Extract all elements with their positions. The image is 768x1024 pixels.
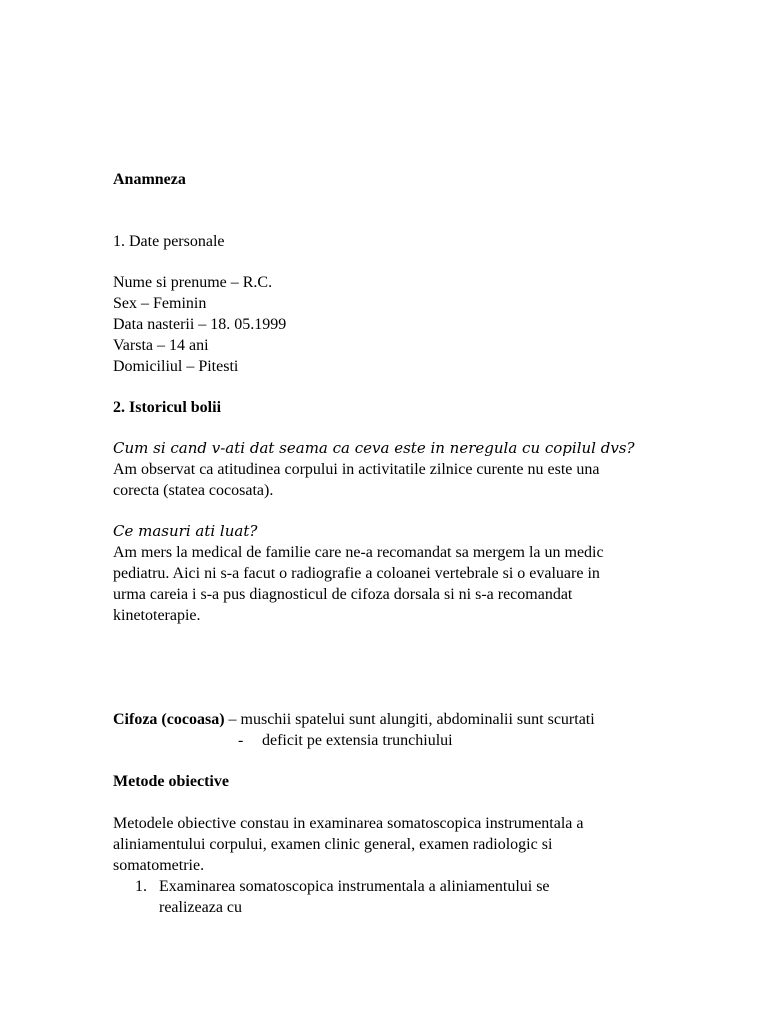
cifoza-definition: [113, 709, 595, 730]
field-data-nasterii: Data nasterii – 18. 05.1999: [113, 316, 287, 333]
section-heading-metode-obiective: Metode obiective: [113, 773, 229, 790]
numbered-list-item-1: [135, 876, 550, 897]
answer-1-line-2: corecta (statea cocosata).: [113, 482, 274, 499]
metode-para-line-1: Metodele obiective constau in examinarea somatoscopica instrumentala a: [113, 815, 584, 832]
list-item-line-1: Examinarea somatoscopica instrumentala a aliniamentului se: [159, 878, 550, 895]
metode-para-line-2: aliniamentului corpului, examen clinic general, examen radiologic si: [113, 836, 553, 853]
section-heading-istoricul-bolii: 2. Istoricul bolii: [113, 399, 222, 416]
section-heading-date-personale: 1. Date personale: [113, 233, 225, 250]
cifoza-term: Cifoza (cocoasa): [113, 711, 225, 728]
question-2: Ce masuri ati luat?: [113, 522, 258, 540]
cifoza-list-item: [238, 730, 453, 751]
cifoza-description: – muschii spatelui sunt alungiti, abdominalii sunt scurtati: [224, 711, 595, 728]
list-number: 1.: [135, 878, 147, 895]
list-item-line-2: realizeaza cu: [159, 899, 243, 916]
metode-para-line-3: somatometrie.: [113, 857, 205, 874]
field-domiciliul: Domiciliul – Pitesti: [113, 358, 239, 375]
answer-1-line-1: Am observat ca atitudinea corpului in activitatile zilnice curente nu este una: [113, 461, 600, 478]
answer-2-line-1: Am mers la medical de familie care ne-a recomandat sa mergem la un medic: [113, 544, 604, 561]
document-title: Anamneza: [113, 171, 186, 188]
answer-2-line-3: urma careia i s-a pus diagnosticul de cifoza dorsala si ni s-a recomandat: [113, 586, 573, 603]
dash-bullet: -: [238, 732, 244, 749]
cifoza-item-text: deficit pe extensia trunchiului: [262, 732, 453, 749]
question-1: Cum si cand v-ati dat seama ca ceva este in neregula cu copilul dvs?: [113, 439, 635, 457]
field-varsta: Varsta – 14 ani: [113, 337, 209, 354]
field-nume: Nume si prenume – R.C.: [113, 274, 273, 291]
answer-2-line-2: pediatru. Aici ni s-a facut o radiografie a coloanei vertebrale si o evaluare in: [113, 565, 600, 582]
answer-2-line-4: kinetoterapie.: [113, 607, 201, 624]
field-sex: Sex – Feminin: [113, 295, 207, 312]
